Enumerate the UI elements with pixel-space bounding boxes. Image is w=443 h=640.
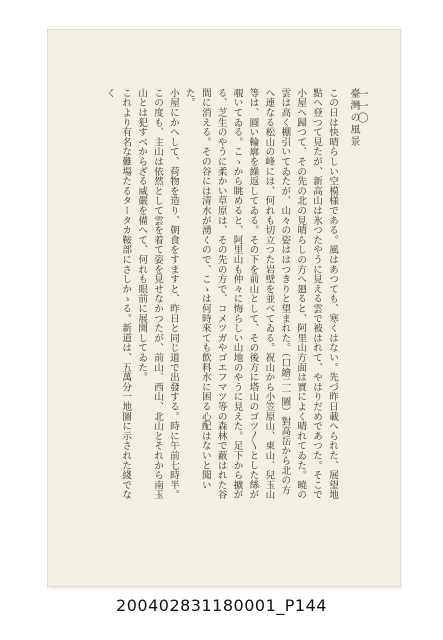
image-caption: 200402831180001_P144 (116, 596, 327, 615)
document-page (48, 30, 400, 586)
section-title: 臺灣の風景 (348, 88, 359, 148)
paragraph: これより有名な難場たるタータカ鞍部にさしかゝる。新道は、五萬分一地圖に示された綫でなく (104, 88, 132, 500)
paragraph: 小屋にかへして、荷物を造り、朝食をすますと、昨日と同じ道で出發する。時に午前七時半。この度も、主山は依然として雲を着て姿を見せなかつたが、前山、西山、北山とそれから南玉山とは犯すべからざる威嚴を備へて、何れも眼前に展開してゐた。 (136, 88, 179, 500)
page-number: 一一〇 (356, 88, 369, 124)
paragraph: この日は快晴らしい空模様である。風はあつても、寒くはない。先づ昨日載へられた、展望地點へ登つて見たが、新高山は氷つたやうに見える雲で被はれて、やはりだめであつた。そこで小屋へ歸つて、その先の北の見晴らしの方へ廻ると、阿里山方面は實によく晴れてゐた。曉の雲は高く棚引いてゐたが、山々の姿ははつきりと望まれた。（口繪二一圖）對高岳から北の方へ連なる松山の峰には、何れも切立つた岩壁を並べてゐる。祝山から小笠原山、東山、兒玉山等は、圓い輪廓を繰返してゐる。その下を前山として、その後方に塔山のゴツ〳〵とした絲が覗いてゐる。こゝから眺めると、阿里山も仲々に悔らしい山地のやうに見えた。足下から擴がる、芝生のやうに柔かい草原は、その先の方で、コメツガやゴエフマツ等の森林で蔽はれた谷間に消える。その谷には清水が湧くので、こゝは何時來ても飲料水に困る心配はないと聞いた。 (183, 88, 338, 500)
body-text (60, 88, 340, 500)
